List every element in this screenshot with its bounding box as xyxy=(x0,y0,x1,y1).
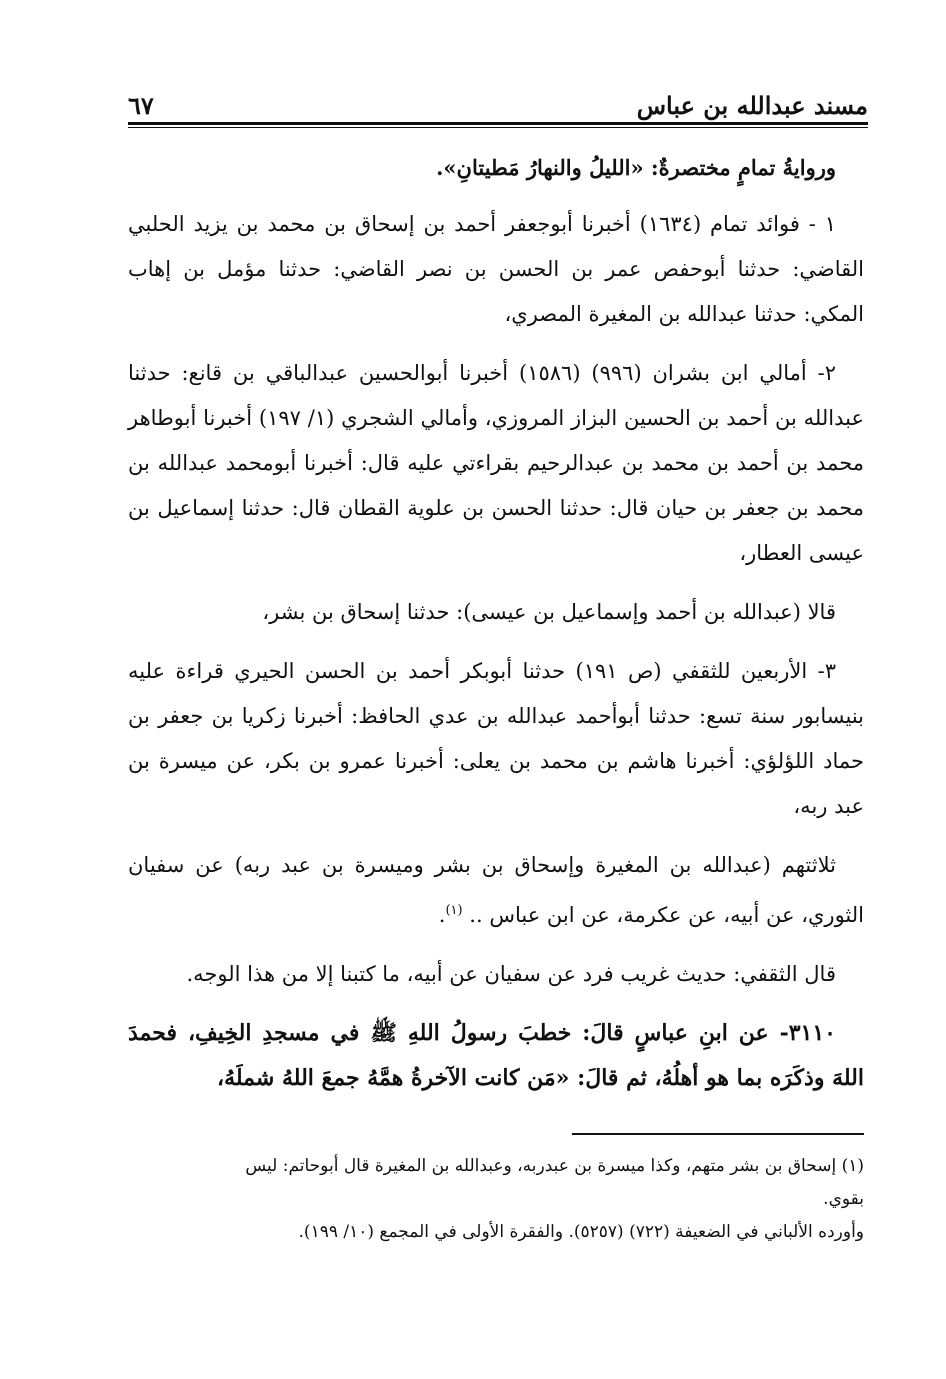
paragraph-joint-chain: قالا (عبدالله بن أحمد وإسماعيل بن عيسى): حدثنا إسحاق بن بشر، xyxy=(262,600,836,624)
paragraph-source-2: ٢- أمالي ابن بشران (٩٩٦) (١٥٨٦) أخبرنا أبوالحسين عبدالباقي بن قانع: حدثنا عبدالله بن أحمد بن الحسين البزاز المروزي، وأمالي الشجري (١/ ١٩٧) أخبرنا أبوطاهر محمد بن أحمد بن محمد بن عبدالرحيم بقراءتي عليه قال: أخبرنا أبومحمد عبدالله بن محمد بن جعفر بن حيان قال: حدثنا الحسن بن علوية القطان قال: حدثنا إسماعيل بن عيسى العطار، xyxy=(128,361,864,565)
header-rule-thin xyxy=(128,127,868,128)
paragraph-hadith-3110: ٣١١٠- عن ابنِ عباسٍ قالَ: خطبَ رسولُ اللهِ ﷺ في مسجدِ الخِيفِ، فحمدَ اللهَ وذكَرَه بما هو أهلُهُ، ثم قالَ: «مَن كانت الآخرةُ همَّهُ جمعَ اللهُ شملَهُ، xyxy=(128,1020,864,1091)
header-title: مسند عبدالله بن عباس xyxy=(636,91,868,120)
paragraph-source-1: ١ - فوائد تمام (١٦٣٤) أخبرنا أبوجعفر أحمد بن إسحاق بن محمد بن يزيد الحلبي القاضي: حدثنا أبوحفص عمر بن الحسن بن نصر القاضي: حدثنا مؤمل بن إهاب المكي: حدثنا عبدالله بن المغيرة المصري، xyxy=(128,212,864,326)
paragraph-intro: وروايةُ تمامٍ مختصرةٌ: «الليلُ والنهارُ مَطيتانِ». xyxy=(436,155,836,180)
paragraph-common-chain: ثلاثتهم (عبدالله بن المغيرة وإسحاق بن بشر وميسرة بن عبد ربه) عن سفيان الثوري، عن أبيه، عن عكرمة، عن ابن عباس .. $^{(١)}$. xyxy=(128,853,864,927)
header-rule xyxy=(128,122,868,125)
paragraph-source-3: ٣- الأربعين للثقفي (ص ١٩١) حدثنا أبوبكر أحمد بن الحسن الحيري قراءة عليه بنيسابور سنة تسع: حدثنا أبوأحمد عبدالله بن عدي الحافظ: أخبرنا زكريا بن جعفر بن حماد اللؤلؤي: أخبرنا هاشم بن محمد بن يعلى: أخبرنا عمرو بن بكر، عن ميسرة بن عبد ربه، xyxy=(128,659,864,818)
paragraph-thaqafi-comment: قال الثقفي: حديث غريب فرد عن سفيان عن أبيه، ما كتبنا إلا من هذا الوجه. xyxy=(186,962,836,986)
page-number: ٦٧ xyxy=(128,91,154,120)
footnote-1-line-3: وأورده الألباني في الضعيفة (٧٢٢) (٥٢٥٧). والفقرة الأولى في المجمع (١٠/ ١٩٩). xyxy=(298,1222,864,1242)
footnote-reference: (١) xyxy=(445,903,463,918)
footnotes xyxy=(128,1150,864,1249)
running-header xyxy=(128,80,868,120)
footnote-1-line-2: بقوي. xyxy=(823,1189,864,1209)
common-chain-text: ثلاثتهم (عبدالله بن المغيرة وإسحاق بن بشر وميسرة بن عبد ربه) عن سفيان الثوري، عن أبيه، عن عكرمة، عن ابن عباس .. xyxy=(128,853,864,927)
footnote-separator xyxy=(572,1133,864,1135)
main-text xyxy=(128,145,864,1115)
footnote-1-line-1: (١) إسحاق بن بشر متهم، وكذا ميسرة بن عبدربه، وعبدالله بن المغيرة قال أبوحاتم: ليس xyxy=(245,1156,864,1176)
